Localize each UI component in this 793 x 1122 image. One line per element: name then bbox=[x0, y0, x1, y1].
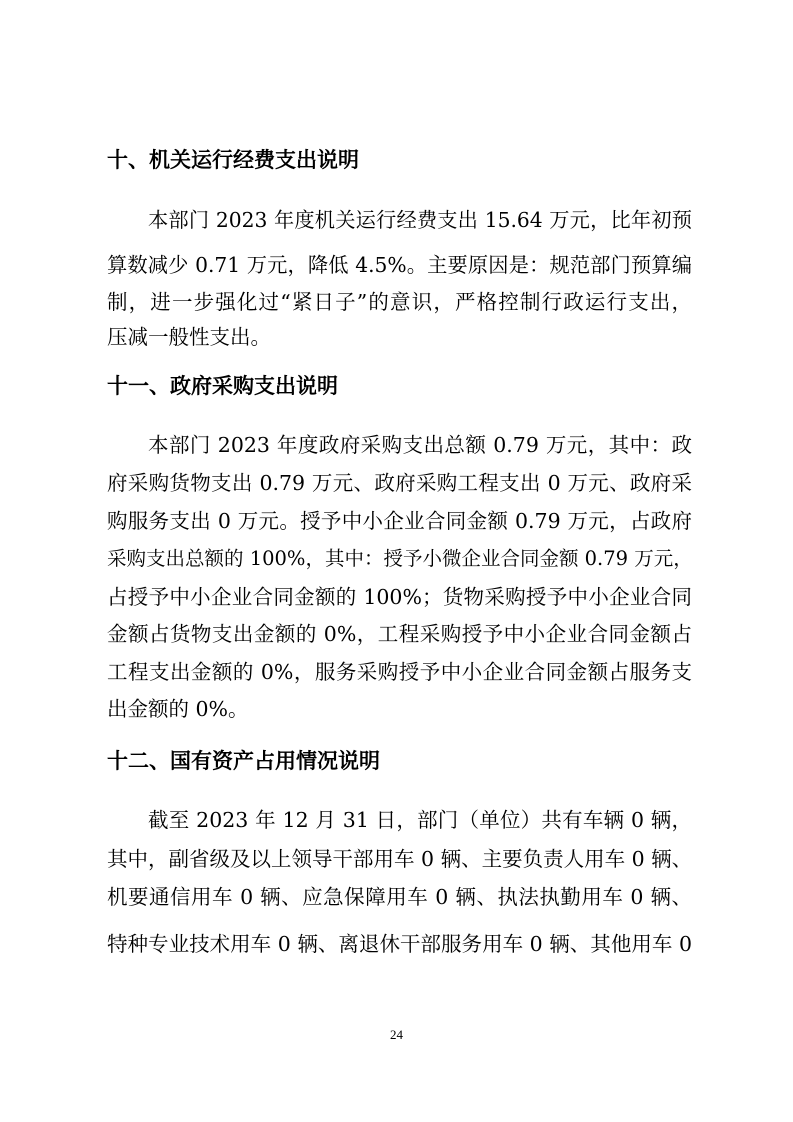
paragraph-line: 占授予中小企业合同金额的 100%；货物采购授予中小企业合同 bbox=[107, 585, 692, 609]
paragraph-line: 压减一般性支出。 bbox=[107, 325, 271, 349]
paragraph-line: 金额占货物支出金额的 0%，工程采购授予中小企业合同金额占 bbox=[107, 622, 692, 646]
page-number: 24 bbox=[390, 1027, 403, 1042]
paragraph-line: 工程支出金额的 0%，服务采购授予中小企业合同金额占服务支 bbox=[107, 660, 692, 684]
paragraph-line: 其中，副省级及以上领导干部用车 0 辆、主要负责人用车 0 辆、 bbox=[107, 847, 693, 871]
paragraph-line: 采购支出总额的 100%，其中：授予小微企业合同金额 0.79 万元， bbox=[107, 547, 693, 570]
paragraph-line: 府采购货物支出 0.79 万元、政府采购工程支出 0 万元、政府采 bbox=[107, 471, 692, 495]
paragraph-line: 购服务支出 0 万元。授予中小企业合同金额 0.79 万元，占政府 bbox=[107, 509, 692, 533]
paragraph-line: 出金额的 0%。 bbox=[107, 697, 249, 721]
paragraph-line: 截至 2023 年 12 月 31 日，部门（单位）共有车辆 0 辆， bbox=[148, 808, 692, 832]
section-heading-12: 十二、国有资产占用情况说明 bbox=[107, 749, 380, 773]
paragraph-line: 机要通信用车 0 辆、应急保障用车 0 辆、执法执勤用车 0 辆、 bbox=[107, 885, 692, 909]
paragraph-line: 本部门 2023 年度机关运行经费支出 15.64 万元，比年初预 bbox=[148, 208, 692, 232]
paragraph-line: 特种专业技术用车 0 辆、离退休干部服务用车 0 辆、其他用车 0 bbox=[107, 932, 692, 956]
paragraph-line: 制，进一步强化过“紧日子”的意识，严格控制行政运行支出， bbox=[107, 290, 692, 314]
section-heading-10: 十、机关运行经费支出说明 bbox=[107, 148, 359, 172]
section-heading-11: 十一、政府采购支出说明 bbox=[107, 374, 338, 398]
paragraph-line: 本部门 2023 年度政府采购支出总额 0.79 万元，其中：政 bbox=[148, 433, 692, 457]
paragraph-line: 算数减少 0.71 万元，降低 4.5%。主要原因是：规范部门预算编 bbox=[107, 253, 692, 277]
